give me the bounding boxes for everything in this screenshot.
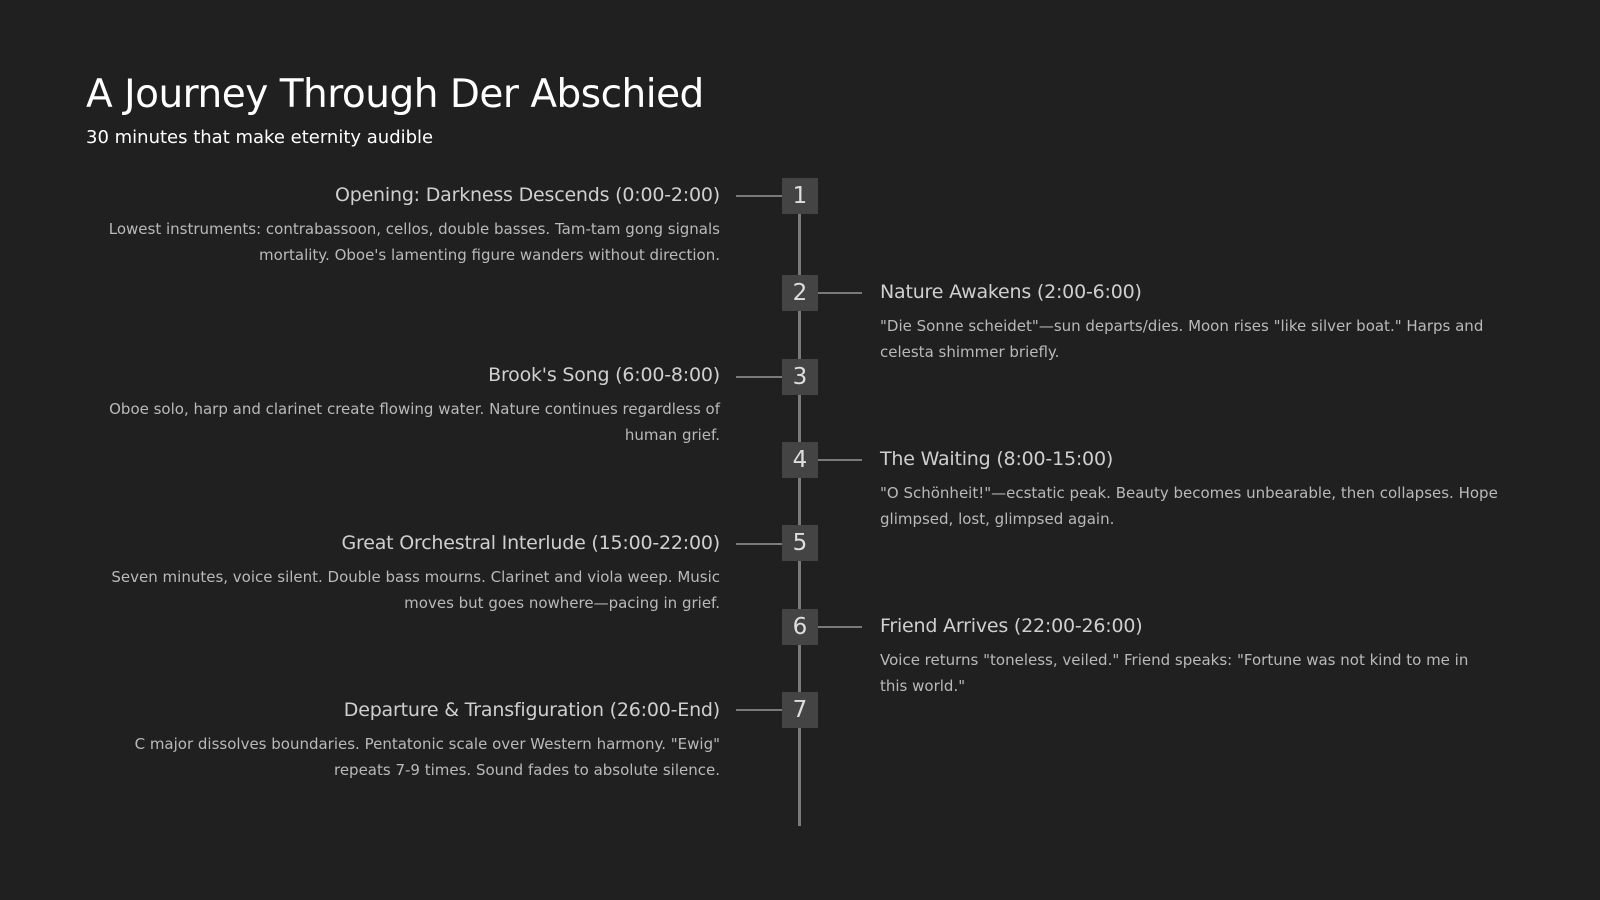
page-subtitle: 30 minutes that make eternity audible xyxy=(86,127,434,148)
timeline-connector xyxy=(816,626,862,628)
page-title: A Journey Through Der Abschied xyxy=(86,72,704,117)
timeline-marker: 7 xyxy=(782,692,818,728)
timeline-event xyxy=(96,529,720,616)
timeline-connector xyxy=(736,376,782,378)
event-description: Lowest instruments: contrabassoon, cellos, double basses. Tam-tam gong signals mortality. Oboe's lamenting figure wanders without direction. xyxy=(108,220,720,264)
timeline-connector xyxy=(736,543,782,545)
timeline-marker: 5 xyxy=(782,525,818,561)
event-title: Great Orchestral Interlude (15:00-22:00) xyxy=(341,532,720,554)
timeline-connector xyxy=(736,195,782,197)
event-description: "O Schönheit!"—ecstatic peak. Beauty becomes unbearable, then collapses. Hope glimpsed, lost, glimpsed again. xyxy=(880,484,1498,528)
timeline-connector xyxy=(736,709,782,711)
timeline-event xyxy=(96,361,720,448)
timeline-marker: 4 xyxy=(782,442,818,478)
event-title: Nature Awakens (2:00-6:00) xyxy=(880,281,1142,303)
timeline-marker: 1 xyxy=(782,178,818,214)
event-title: Departure & Transfiguration (26:00-End) xyxy=(343,699,720,721)
timeline-event xyxy=(96,696,720,783)
event-description: "Die Sonne scheidet"—sun departs/dies. Moon rises "like silver boat." Harps and celesta shimmer briefly. xyxy=(880,317,1484,361)
event-description: Seven minutes, voice silent. Double bass mourns. Clarinet and viola weep. Music moves but goes nowhere—pacing in grief. xyxy=(111,568,720,612)
timeline-event xyxy=(96,181,720,268)
timeline-marker: 3 xyxy=(782,359,818,395)
event-description: Oboe solo, harp and clarinet create flowing water. Nature continues regardless of human grief. xyxy=(109,400,720,444)
event-title: Opening: Darkness Descends (0:00-2:00) xyxy=(334,184,720,206)
event-title: Brook's Song (6:00-8:00) xyxy=(488,364,720,386)
timeline-marker: 6 xyxy=(782,609,818,645)
timeline-event xyxy=(880,445,1500,532)
event-description: Voice returns "toneless, veiled." Friend speaks: "Fortune was not kind to me in this world." xyxy=(880,651,1469,695)
timeline-event xyxy=(880,612,1500,699)
timeline-marker: 2 xyxy=(782,275,818,311)
timeline-event xyxy=(880,278,1500,365)
event-description: C major dissolves boundaries. Pentatonic scale over Western harmony. "Ewig" repeats 7-9 times. Sound fades to absolute silence. xyxy=(134,735,720,779)
timeline-connector xyxy=(816,292,862,294)
event-title: Friend Arrives (22:00-26:00) xyxy=(880,615,1143,637)
event-title: The Waiting (8:00-15:00) xyxy=(880,448,1114,470)
timeline-connector xyxy=(816,459,862,461)
